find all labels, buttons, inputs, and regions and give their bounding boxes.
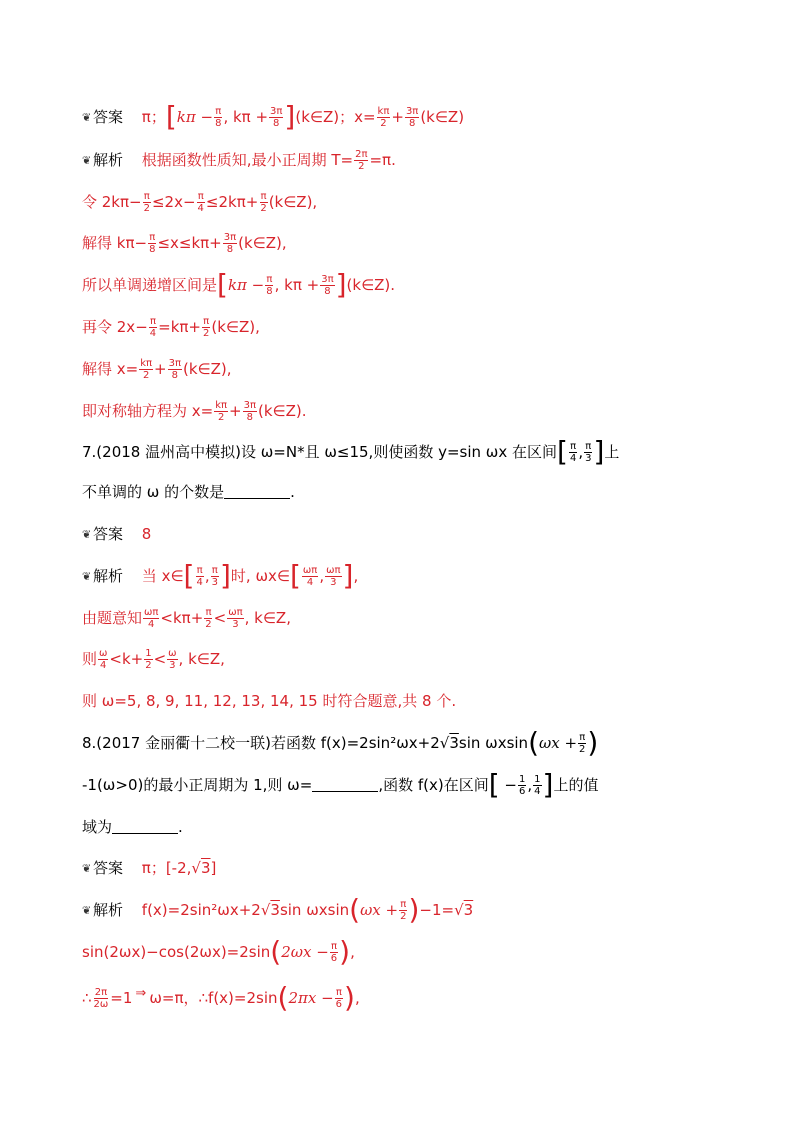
p7-question-line-1: 7.(2018 温州高中模拟)设 ω=N*且 ω≤15,则使函数 y=sin ωx 在区间[ $\frac{\pi}{4}$ , $\frac{\pi}{3}$ ]上 xyxy=(82,435,620,468)
p6-analysis-line-5: 再令 2x− $\frac{\pi}{4}$ =kπ+ $\frac{\pi}{2}$ (k∈Z), xyxy=(82,316,260,339)
p6-analysis-line-2: 令 2kπ− $\frac{\pi}{2}$ ≤2x− $\frac{\pi}{4}$ ≤2kπ+ $\frac{\pi}{2}$ (k∈Z), xyxy=(82,191,318,214)
answer-label: 答案 xyxy=(93,525,124,543)
answer-label: 答案 xyxy=(93,108,124,126)
p6-analysis-line-6: 解得 x= $\frac{k\pi}{2}$ + $\frac{3\pi}{8}$ (k∈Z), xyxy=(82,358,232,381)
p6-analysis-line-4: 所以单调递增区间是[kπ − $\frac{\pi}{8}$ , kπ + $\frac{3\pi}{8}$ ](k∈Z). xyxy=(82,268,396,301)
bullet-icon: ❦ xyxy=(82,154,92,167)
p7-answer-line: ❦ 答案 8 xyxy=(82,523,151,546)
answer-blank xyxy=(224,484,290,499)
p8-question-line-2: -1(ω>0)的最小正周期为 1,则 ω= ,函数 f(x)在区间[ − $\frac{1}{6}$ , $\frac{1}{4}$ ]上的值 xyxy=(82,768,599,801)
p7-analysis-line-1: ❦ 解析 当 x∈[ $\frac{\pi}{4}$ , $\frac{\pi}{3}$ ]时, ωx∈[ $\frac{\omega\pi}{4}$ , $\frac{\omega\pi}{3}$ ], xyxy=(82,559,359,592)
p8-analysis-line-2: sin(2ωx)−cos(2ωx)=2sin(2ωx − $\frac{\pi}{6}$ ), xyxy=(82,935,355,968)
bullet-icon: ❦ xyxy=(82,862,92,875)
p7-analysis-line-4: 则 ω=5, 8, 9, 11, 12, 13, 14, 15 时符合题意,共 8 个. xyxy=(82,692,457,710)
answer-label: 答案 xyxy=(93,859,124,877)
p8-question-line-3: 域为 . xyxy=(82,818,183,836)
bullet-icon: ❦ xyxy=(82,904,92,917)
analysis-label: 解析 xyxy=(93,567,124,585)
bullet-icon: ❦ xyxy=(82,570,92,583)
answer-blank xyxy=(312,777,378,792)
p8-analysis-line-3: ∴ $\frac{2\pi}{2\omega}$ =1 ⇒ ω=π，∴f(x)=2sin(2πx − $\frac{\pi}{6}$ ), xyxy=(82,981,360,1014)
p6-answer-line: ❦ 答案 π；[kπ − $\frac{\pi}{8}$ , kπ + $\frac{3\pi}{8}$ ](k∈Z)；x= $\frac{k\pi}{2}$ + $\frac{3\pi}{8}$ (k∈Z) xyxy=(82,100,465,133)
bullet-icon: ❦ xyxy=(82,111,92,124)
p8-answer-line: ❦ 答案 π；[-2,√3] xyxy=(82,857,216,880)
p7-analysis-line-3: 则 $\frac{\omega}{4}$ <k+ $\frac{1}{2}$ < $\frac{\omega}{3}$ , k∈Z, xyxy=(82,648,225,671)
p6-analysis-line-7: 即对称轴方程为 x= $\frac{k\pi}{2}$ + $\frac{3\pi}{8}$ (k∈Z). xyxy=(82,400,307,423)
analysis-label: 解析 xyxy=(93,151,124,169)
p7-analysis-line-2: 由题意知 $\frac{\omega\pi}{4}$ <kπ+ $\frac{\pi}{2}$ < $\frac{\omega\pi}{3}$ , k∈Z, xyxy=(82,607,291,630)
bullet-icon: ❦ xyxy=(82,528,92,541)
p7-question-line-2: 不单调的 ω 的个数是 . xyxy=(82,483,295,501)
p8-question-line-1: 8.(2017 金丽衢十二校一联)若函数 f(x)=2sin²ωx+2√3sin ωxsin(ωx + $\frac{\pi}{2}$ ) xyxy=(82,726,599,759)
analysis-label: 解析 xyxy=(93,901,124,919)
p6-analysis-line-1: ❦ 解析 根据函数性质知,最小正周期 T= $\frac{2\pi}{2}$ =π. xyxy=(82,149,396,172)
p8-analysis-line-1: ❦ 解析 f(x)=2sin²ωx+2√3sin ωxsin(ωx + $\frac{\pi}{2}$ )−1=√3 xyxy=(82,893,474,926)
p6-analysis-line-3: 解得 kπ− $\frac{\pi}{8}$ ≤x≤kπ+ $\frac{3\pi}{8}$ (k∈Z), xyxy=(82,232,287,255)
answer-blank xyxy=(112,819,178,834)
